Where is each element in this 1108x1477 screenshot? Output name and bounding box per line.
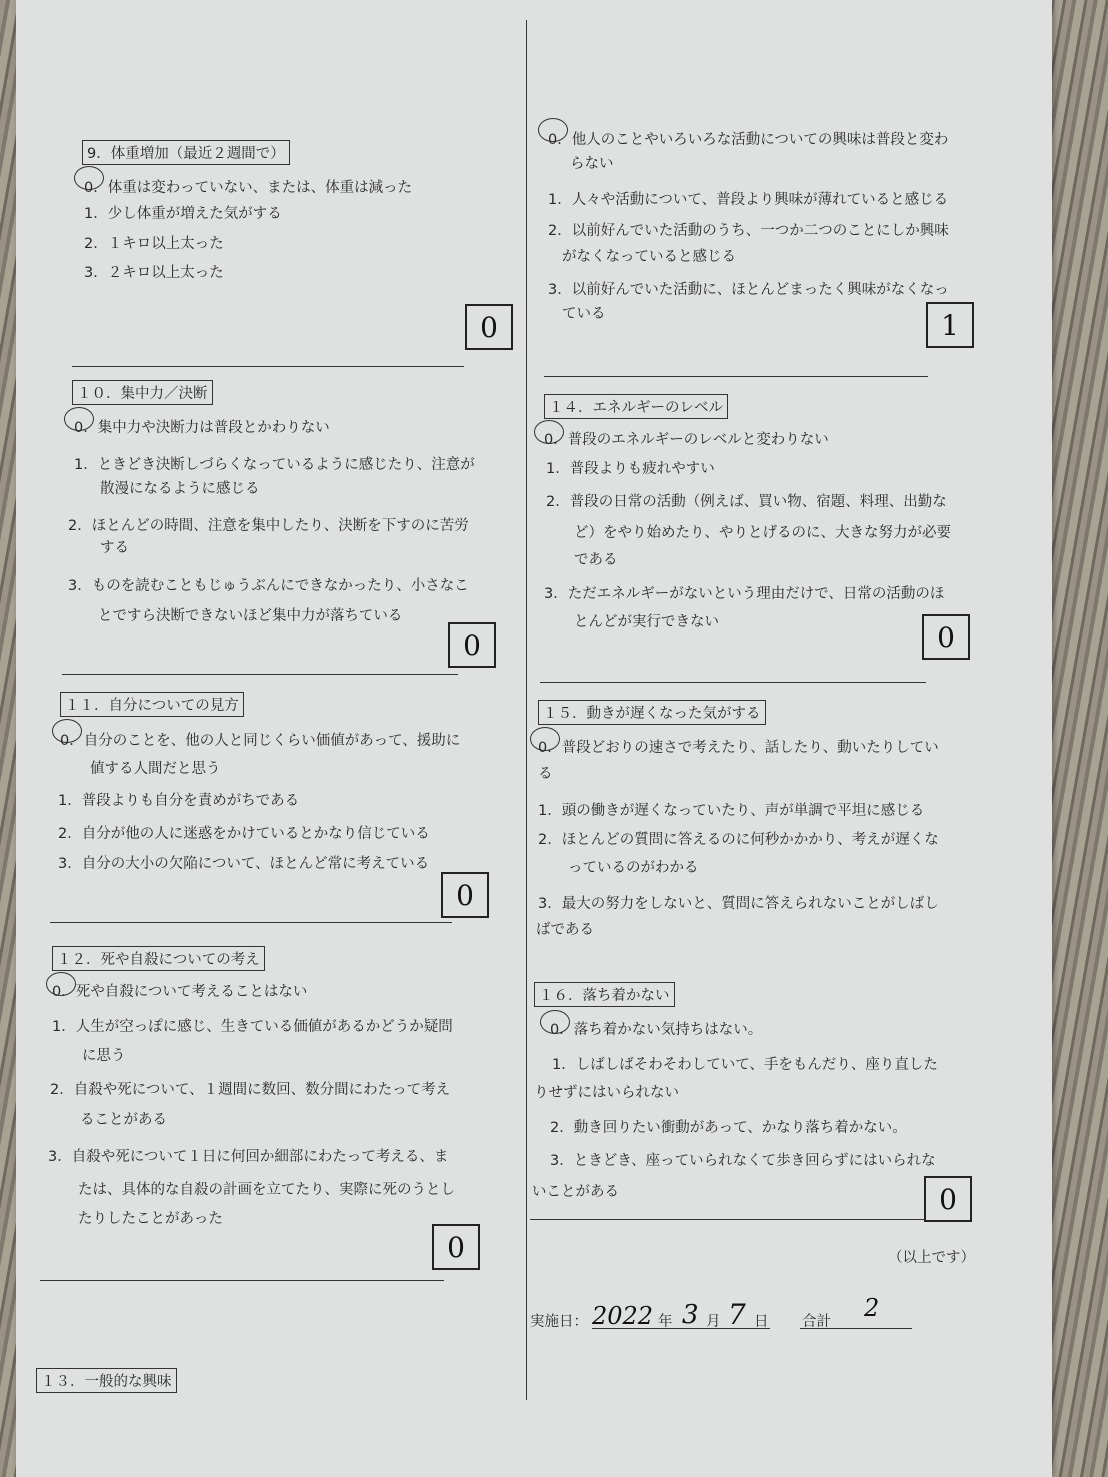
option-3-cont: ばである — [536, 922, 594, 938]
option-3-cont: たは、具体的な自殺の計画を立てたり、実際に死のうとし — [78, 1182, 455, 1198]
option-1: 1．人々や活動について、普段より興味が薄れていると感じる — [548, 192, 949, 208]
year-unit: 年 — [658, 1314, 673, 1330]
option-2: 2．自殺や死について、１週間に数回、数分間にわたって考え — [50, 1082, 451, 1098]
score-box: 0 — [924, 1176, 972, 1222]
date-day: 7 — [728, 1298, 746, 1331]
section-divider — [40, 1280, 444, 1281]
option-1: 1．普段よりも疲れやすい — [546, 461, 715, 477]
option-3: 3．ただエネルギーがないという理由だけで、日常の活動のほ — [544, 586, 945, 602]
date-year: 2022 — [592, 1302, 654, 1330]
questionnaire-page — [16, 0, 1052, 1477]
option-3-cont: ている — [562, 306, 606, 322]
date-label: 実施日： — [530, 1314, 588, 1330]
date-underline — [592, 1328, 770, 1329]
total-value: 2 — [864, 1294, 880, 1322]
option-1-cont: りせずにはいられない — [534, 1085, 679, 1101]
option-2: 2．ほとんどの時間、注意を集中したり、決断を下すのに苦労 — [68, 518, 469, 534]
option-2-cont: ど）をやり始めたり、やりとげるのに、大きな努力が必要 — [574, 525, 951, 541]
option-1-cont: に思う — [82, 1048, 126, 1064]
section-divider — [50, 922, 452, 923]
option-3-cont: とですら決断できないほど集中力が落ちている — [98, 608, 403, 624]
option-0: 0．落ち着かない気持ちはない。 — [550, 1022, 763, 1038]
column-divider — [526, 20, 527, 1400]
option-0: 0．普段どおりの速さで考えたり、話したり、動いたりしてい — [538, 740, 939, 756]
section-divider — [72, 366, 464, 367]
option-1: 1．頭の働きが遅くなっていたり、声が単調で平坦に感じる — [538, 803, 925, 819]
option-0: 0．自分のことを、他の人と同じくらい価値があって、援助に — [60, 733, 461, 749]
section-13-title: １３．一般的な興味 — [36, 1368, 177, 1393]
section-title: １１．自分についての見方 — [60, 692, 244, 717]
score-box: 0 — [441, 872, 489, 918]
option-0: 0．普段のエネルギーのレベルと変わりない — [544, 432, 829, 448]
score-box: 0 — [465, 304, 513, 350]
date-month: 3 — [682, 1300, 699, 1330]
month-unit: 月 — [706, 1314, 721, 1330]
section-title: １０．集中力／決断 — [72, 380, 213, 405]
section-divider — [62, 674, 458, 675]
option-1-cont: 散漫になるように感じる — [100, 481, 260, 497]
section-title: 9．体重増加（最近２週間で） — [82, 140, 290, 165]
option-3-cont2: たりしたことがあった — [78, 1211, 223, 1227]
option-2: 2．以前好んでいた活動のうち、一つか二つのことにしか興味 — [548, 223, 949, 239]
option-3-cont: いことがある — [532, 1184, 619, 1200]
option-3: 3．以前好んでいた活動に、ほとんどまったく興味がなくなっ — [548, 282, 949, 298]
section-divider — [530, 1219, 926, 1220]
option-3: 3．自分の大小の欠陥について、ほとんど常に考えている — [58, 856, 430, 872]
section-title: １２．死や自殺についての考え — [52, 946, 265, 971]
option-1: 1．少し体重が増えた気がする — [84, 206, 282, 222]
score-box: 0 — [922, 614, 970, 660]
option-3: 3．２キロ以上太った — [84, 265, 224, 281]
option-3-cont: とんどが実行できない — [574, 614, 719, 630]
option-3: 3．自殺や死について１日に何回か細部にわたって考える、ま — [48, 1149, 449, 1165]
option-0: 0．体重は変わっていない、または、体重は減った — [84, 180, 413, 196]
option-1: 1．普段よりも自分を責めがちである — [58, 793, 300, 809]
option-2: 2．普段の日常の活動（例えば、買い物、宿題、料理、出勤な — [546, 494, 947, 510]
option-2: 2．動き回りたい衝動があって、かなり落ち着かない。 — [550, 1120, 907, 1136]
end-note: （以上です） — [888, 1250, 975, 1266]
score-box: 1 — [926, 302, 974, 348]
section-title: １４．エネルギーのレベル — [544, 394, 728, 419]
section-title: １６．落ち着かない — [534, 982, 675, 1007]
option-1: 1．ときどき決断しづらくなっているように感じたり、注意が — [74, 457, 475, 473]
option-0: 0．他人のことやいろいろな活動についての興味は普段と変わ — [548, 132, 949, 148]
option-0-cont: る — [538, 766, 553, 782]
option-3: 3．最大の努力をしないと、質問に答えられないことがしばし — [538, 896, 939, 912]
option-2-cont: っているのがわかる — [568, 860, 699, 876]
score-box: 0 — [448, 622, 496, 668]
option-2: 2．自分が他の人に迷惑をかけているとかなり信じている — [58, 826, 430, 842]
option-1: 1．人生が空っぽに感じ、生きている価値があるかどうか疑問 — [52, 1019, 453, 1035]
option-0: 0．集中力や決断力は普段とかわりない — [74, 420, 330, 436]
option-2-cont: する — [100, 540, 129, 556]
option-0-cont: らない — [570, 156, 614, 172]
option-0-cont: 値する人間だと思う — [90, 761, 221, 777]
score-box: 0 — [432, 1224, 480, 1270]
option-2-cont: がなくなっていると感じる — [562, 249, 736, 265]
section-divider — [540, 682, 926, 683]
option-1: 1．しばしばそわそわしていて、手をもんだり、座り直した — [552, 1057, 938, 1073]
total-label: 合計 — [802, 1314, 831, 1330]
option-2: 2．１キロ以上太った — [84, 236, 224, 252]
section-divider — [544, 376, 928, 377]
option-3: 3．ものを読むこともじゅうぶんにできなかったり、小さなこ — [68, 578, 469, 594]
option-2-cont2: である — [574, 552, 618, 568]
total-underline — [800, 1328, 912, 1329]
option-2: 2．ほとんどの質問に答えるのに何秒かかかり、考えが遅くな — [538, 832, 939, 848]
section-title: １５．動きが遅くなった気がする — [538, 700, 766, 725]
day-unit: 日 — [754, 1314, 769, 1330]
option-0: 0．死や自殺について考えることはない — [52, 984, 308, 1000]
option-2-cont: ることがある — [80, 1112, 167, 1128]
option-3: 3．ときどき、座っていられなくて歩き回らずにはいられな — [550, 1153, 936, 1169]
